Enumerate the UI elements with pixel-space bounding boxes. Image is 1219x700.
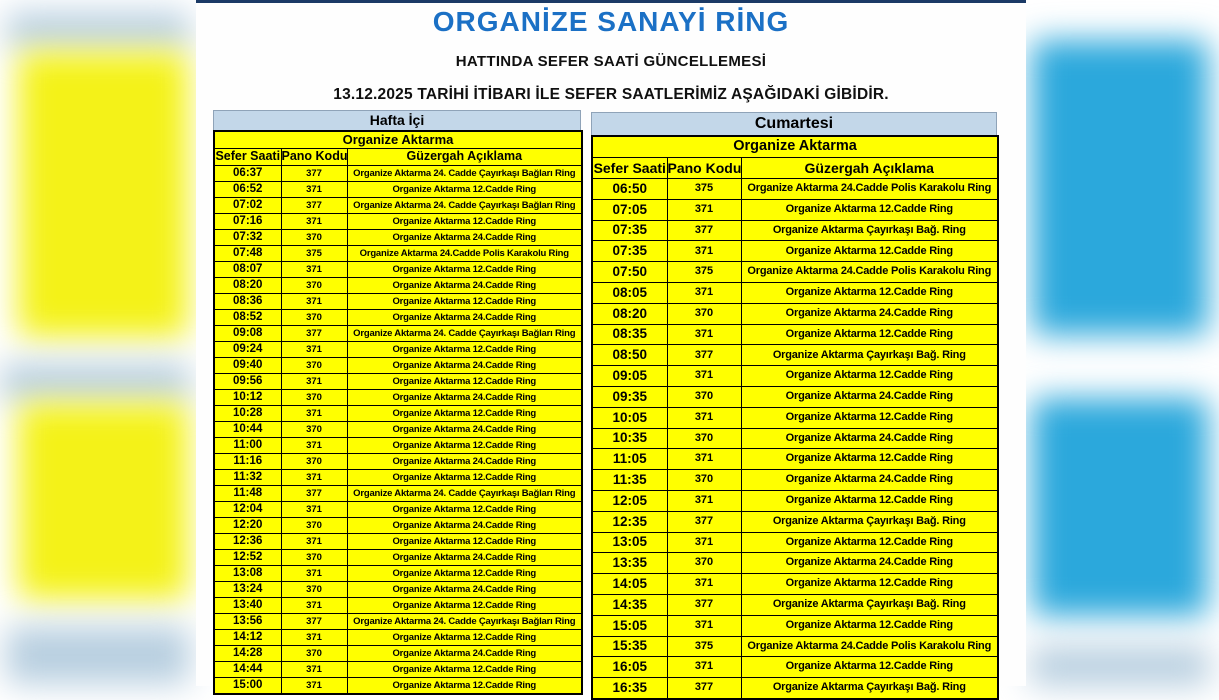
saturday-table-title: Cumartesi xyxy=(591,112,997,135)
departure-time-cell: 08:50 xyxy=(592,345,667,366)
route-description-cell: Organize Aktarma 24.Cadde Ring xyxy=(347,646,582,662)
panel-code-cell: 371 xyxy=(281,678,347,695)
table-row xyxy=(592,678,998,699)
panel-code-cell: 371 xyxy=(281,262,347,278)
route-description-cell: Organize Aktarma 12.Cadde Ring xyxy=(347,470,582,486)
route-description-cell: Organize Aktarma Çayırkaşı Bağ. Ring xyxy=(741,678,998,699)
departure-time-cell: 11:16 xyxy=(214,454,281,470)
departure-time-cell: 10:44 xyxy=(214,422,281,438)
table-row xyxy=(214,198,582,214)
col-header-route-description: Güzergah Açıklama xyxy=(347,149,582,166)
table-row xyxy=(592,470,998,491)
table-row xyxy=(214,630,582,646)
panel-code-cell: 371 xyxy=(281,630,347,646)
background-blur-band xyxy=(0,363,190,401)
background-blur-table xyxy=(1032,40,1208,335)
table-row xyxy=(214,278,582,294)
background-blur-table xyxy=(18,403,188,599)
panel-code-cell: 371 xyxy=(281,342,347,358)
route-description-cell: Organize Aktarma 24.Cadde Polis Karakolu Ring xyxy=(741,179,998,200)
table-row xyxy=(214,582,582,598)
background-blur-table xyxy=(18,52,188,337)
col-header-route-description: Güzergah Açıklama xyxy=(741,158,998,179)
route-description-cell: Organize Aktarma 12.Cadde Ring xyxy=(347,566,582,582)
table-row xyxy=(214,614,582,630)
column-header-row xyxy=(592,158,998,179)
route-description-cell: Organize Aktarma 12.Cadde Ring xyxy=(741,490,998,511)
table-row xyxy=(592,511,998,532)
route-description-cell: Organize Aktarma 12.Cadde Ring xyxy=(347,438,582,454)
table-row xyxy=(214,470,582,486)
route-description-cell: Organize Aktarma 12.Cadde Ring xyxy=(347,534,582,550)
background-blur-table xyxy=(1032,398,1208,616)
route-description-cell: Organize Aktarma 12.Cadde Ring xyxy=(741,282,998,303)
panel-code-cell: 371 xyxy=(281,182,347,198)
departure-time-cell: 10:28 xyxy=(214,406,281,422)
table-row xyxy=(592,262,998,283)
departure-time-cell: 11:48 xyxy=(214,486,281,502)
table-row xyxy=(214,550,582,566)
route-description-cell: Organize Aktarma 12.Cadde Ring xyxy=(347,678,582,695)
departure-time-cell: 09:56 xyxy=(214,374,281,390)
panel-code-cell: 371 xyxy=(281,374,347,390)
route-description-cell: Organize Aktarma 12.Cadde Ring xyxy=(741,532,998,553)
table-row xyxy=(214,294,582,310)
departure-time-cell: 09:05 xyxy=(592,366,667,387)
route-description-cell: Organize Aktarma 24.Cadde Ring xyxy=(347,358,582,374)
page-title: ORGANİZE SANAYİ RİNG xyxy=(432,6,790,37)
departure-time-cell: 14:12 xyxy=(214,630,281,646)
table-row xyxy=(214,662,582,678)
departure-time-cell: 07:02 xyxy=(214,198,281,214)
panel-code-cell: 377 xyxy=(667,594,741,615)
departure-time-cell: 07:35 xyxy=(592,220,667,241)
departure-time-cell: 07:32 xyxy=(214,230,281,246)
panel-code-cell: 371 xyxy=(281,406,347,422)
table-row xyxy=(214,502,582,518)
route-description-cell: Organize Aktarma 12.Cadde Ring xyxy=(347,374,582,390)
route-description-cell: Organize Aktarma 12.Cadde Ring xyxy=(741,449,998,470)
table-row xyxy=(592,574,998,595)
departure-time-cell: 11:35 xyxy=(592,470,667,491)
departure-time-cell: 11:05 xyxy=(592,449,667,470)
panel-code-cell: 371 xyxy=(667,615,741,636)
panel-code-cell: 375 xyxy=(281,246,347,262)
route-description-cell: Organize Aktarma 12.Cadde Ring xyxy=(347,342,582,358)
route-description-cell: Organize Aktarma 12.Cadde Ring xyxy=(347,502,582,518)
departure-time-cell: 07:16 xyxy=(214,214,281,230)
departure-time-cell: 13:08 xyxy=(214,566,281,582)
route-description-cell: Organize Aktarma 12.Cadde Ring xyxy=(741,615,998,636)
table-row xyxy=(214,518,582,534)
route-description-cell: Organize Aktarma 24.Cadde Ring xyxy=(347,454,582,470)
panel-code-cell: 375 xyxy=(667,636,741,657)
table-row xyxy=(592,657,998,678)
table-row xyxy=(214,262,582,278)
departure-time-cell: 13:35 xyxy=(592,553,667,574)
route-description-cell: Organize Aktarma 24. Cadde Çayırkaşı Bağları Ring xyxy=(347,166,582,182)
table-row xyxy=(214,358,582,374)
table-row xyxy=(592,636,998,657)
table-row xyxy=(592,199,998,220)
panel-code-cell: 377 xyxy=(667,220,741,241)
panel-code-cell: 377 xyxy=(281,614,347,630)
route-description-cell: Organize Aktarma 12.Cadde Ring xyxy=(347,294,582,310)
route-description-cell: Organize Aktarma 12.Cadde Ring xyxy=(347,406,582,422)
route-description-cell: Organize Aktarma 12.Cadde Ring xyxy=(741,324,998,345)
panel-code-cell: 370 xyxy=(281,422,347,438)
col-header-departure-time: Sefer Saati xyxy=(592,158,667,179)
panel-code-cell: 375 xyxy=(667,179,741,200)
panel-code-cell: 370 xyxy=(281,278,347,294)
route-description-cell: Organize Aktarma Çayırkaşı Bağ. Ring xyxy=(741,345,998,366)
departure-time-cell: 08:07 xyxy=(214,262,281,278)
table-row xyxy=(214,246,582,262)
panel-code-cell: 370 xyxy=(281,454,347,470)
departure-time-cell: 10:35 xyxy=(592,428,667,449)
table-row xyxy=(592,220,998,241)
route-description-cell: Organize Aktarma 24.Cadde Ring xyxy=(347,582,582,598)
panel-code-cell: 377 xyxy=(281,486,347,502)
table-row xyxy=(214,230,582,246)
table-row xyxy=(592,532,998,553)
table-row xyxy=(214,342,582,358)
table-row xyxy=(214,534,582,550)
departure-time-cell: 09:40 xyxy=(214,358,281,374)
departure-time-cell: 09:35 xyxy=(592,386,667,407)
table-row xyxy=(592,366,998,387)
transfer-hub-label: Organize Aktarma xyxy=(592,136,998,158)
departure-time-cell: 12:35 xyxy=(592,511,667,532)
panel-code-cell: 375 xyxy=(667,262,741,283)
table-row xyxy=(214,214,582,230)
panel-code-cell: 371 xyxy=(281,438,347,454)
departure-time-cell: 09:24 xyxy=(214,342,281,358)
table-row xyxy=(592,428,998,449)
panel-code-cell: 371 xyxy=(667,532,741,553)
departure-time-cell: 08:20 xyxy=(214,278,281,294)
table-row xyxy=(214,678,582,695)
panel-code-cell: 371 xyxy=(667,282,741,303)
panel-code-cell: 371 xyxy=(281,534,347,550)
route-description-cell: Organize Aktarma 24.Cadde Polis Karakolu Ring xyxy=(741,262,998,283)
panel-code-cell: 370 xyxy=(667,553,741,574)
table-row xyxy=(214,406,582,422)
departure-time-cell: 14:44 xyxy=(214,662,281,678)
panel-code-cell: 371 xyxy=(281,598,347,614)
panel-code-cell: 370 xyxy=(281,390,347,406)
route-description-cell: Organize Aktarma 12.Cadde Ring xyxy=(741,407,998,428)
route-description-cell: Organize Aktarma 12.Cadde Ring xyxy=(741,241,998,262)
panel-code-cell: 370 xyxy=(667,303,741,324)
effective-date-line: 13.12.2025 TARİHİ İTİBARI İLE SEFER SAATLERİMİZ AŞAĞIDAKİ GİBİDİR. xyxy=(333,86,889,103)
departure-time-cell: 12:52 xyxy=(214,550,281,566)
table-row xyxy=(214,182,582,198)
route-description-cell: Organize Aktarma 24.Cadde Ring xyxy=(741,386,998,407)
route-description-cell: Organize Aktarma 12.Cadde Ring xyxy=(347,182,582,198)
departure-time-cell: 11:32 xyxy=(214,470,281,486)
route-description-cell: Organize Aktarma 12.Cadde Ring xyxy=(347,662,582,678)
departure-time-cell: 16:35 xyxy=(592,678,667,699)
panel-code-cell: 370 xyxy=(281,310,347,326)
departure-time-cell: 14:28 xyxy=(214,646,281,662)
departure-time-cell: 06:50 xyxy=(592,179,667,200)
panel-code-cell: 371 xyxy=(281,502,347,518)
saturday-schedule xyxy=(591,112,997,700)
route-description-cell: Organize Aktarma 24. Cadde Çayırkaşı Bağları Ring xyxy=(347,198,582,214)
panel-code-cell: 371 xyxy=(667,199,741,220)
departure-time-cell: 12:20 xyxy=(214,518,281,534)
top-divider xyxy=(196,0,1026,3)
route-description-cell: Organize Aktarma 24.Cadde Ring xyxy=(741,553,998,574)
departure-time-cell: 11:00 xyxy=(214,438,281,454)
table-row xyxy=(592,345,998,366)
page-subtitle: HATTINDA SEFER SAATİ GÜNCELLEMESİ xyxy=(455,53,767,70)
table-row xyxy=(214,310,582,326)
table-row xyxy=(592,407,998,428)
panel-code-cell: 377 xyxy=(281,166,347,182)
table-row xyxy=(214,438,582,454)
panel-code-cell: 377 xyxy=(667,678,741,699)
departure-time-cell: 13:24 xyxy=(214,582,281,598)
departure-time-cell: 08:36 xyxy=(214,294,281,310)
panel-code-cell: 370 xyxy=(281,230,347,246)
panel-code-cell: 370 xyxy=(667,386,741,407)
route-description-cell: Organize Aktarma 24.Cadde Ring xyxy=(347,518,582,534)
panel-code-cell: 377 xyxy=(667,345,741,366)
col-header-panel-code: Pano Kodu xyxy=(667,158,741,179)
table-row xyxy=(592,594,998,615)
table-row xyxy=(214,326,582,342)
panel-code-cell: 377 xyxy=(281,198,347,214)
departure-time-cell: 07:50 xyxy=(592,262,667,283)
departure-time-cell: 09:08 xyxy=(214,326,281,342)
panel-code-cell: 370 xyxy=(281,518,347,534)
route-description-cell: Organize Aktarma 24.Cadde Ring xyxy=(347,278,582,294)
route-description-cell: Organize Aktarma Çayırkaşı Bağ. Ring xyxy=(741,594,998,615)
panel-code-cell: 371 xyxy=(667,490,741,511)
table-row xyxy=(592,282,998,303)
table-row xyxy=(592,179,998,200)
route-description-cell: Organize Aktarma 12.Cadde Ring xyxy=(347,630,582,646)
route-description-cell: Organize Aktarma 24.Cadde Ring xyxy=(741,428,998,449)
panel-code-cell: 371 xyxy=(667,324,741,345)
table-row xyxy=(592,553,998,574)
panel-code-cell: 370 xyxy=(281,646,347,662)
table-row xyxy=(592,490,998,511)
panel-code-cell: 370 xyxy=(667,428,741,449)
table-row xyxy=(592,449,998,470)
panel-code-cell: 370 xyxy=(667,470,741,491)
table-row xyxy=(214,166,582,182)
route-description-cell: Organize Aktarma 12.Cadde Ring xyxy=(741,657,998,678)
route-description-cell: Organize Aktarma 24.Cadde Ring xyxy=(347,310,582,326)
departure-time-cell: 14:05 xyxy=(592,574,667,595)
table-row xyxy=(214,486,582,502)
panel-code-cell: 371 xyxy=(281,566,347,582)
panel-code-cell: 370 xyxy=(281,358,347,374)
column-header-row xyxy=(214,149,582,166)
panel-code-cell: 371 xyxy=(667,241,741,262)
departure-time-cell: 08:35 xyxy=(592,324,667,345)
route-description-cell: Organize Aktarma 12.Cadde Ring xyxy=(741,574,998,595)
table-row xyxy=(592,324,998,345)
route-description-cell: Organize Aktarma 24. Cadde Çayırkaşı Bağları Ring xyxy=(347,486,582,502)
col-header-panel-code: Pano Kodu xyxy=(281,149,347,166)
route-description-cell: Organize Aktarma 24. Cadde Çayırkaşı Bağları Ring xyxy=(347,326,582,342)
panel-code-cell: 371 xyxy=(667,449,741,470)
table-row xyxy=(592,386,998,407)
route-description-cell: Organize Aktarma 24.Cadde Ring xyxy=(347,390,582,406)
departure-time-cell: 16:05 xyxy=(592,657,667,678)
panel-code-cell: 377 xyxy=(281,326,347,342)
route-description-cell: Organize Aktarma 12.Cadde Ring xyxy=(741,366,998,387)
route-description-cell: Organize Aktarma 24.Cadde Polis Karakolu Ring xyxy=(347,246,582,262)
route-description-cell: Organize Aktarma 12.Cadde Ring xyxy=(347,262,582,278)
route-description-cell: Organize Aktarma 24.Cadde Polis Karakolu Ring xyxy=(741,636,998,657)
table-subtitle-row xyxy=(214,131,582,149)
departure-time-cell: 08:05 xyxy=(592,282,667,303)
departure-time-cell: 08:20 xyxy=(592,303,667,324)
panel-code-cell: 371 xyxy=(667,657,741,678)
panel-code-cell: 371 xyxy=(281,662,347,678)
departure-time-cell: 07:48 xyxy=(214,246,281,262)
panel-code-cell: 370 xyxy=(281,550,347,566)
panel-code-cell: 371 xyxy=(281,214,347,230)
departure-time-cell: 10:12 xyxy=(214,390,281,406)
route-description-cell: Organize Aktarma 12.Cadde Ring xyxy=(347,214,582,230)
weekday-table xyxy=(213,130,583,695)
table-subtitle-row xyxy=(592,136,998,158)
panel-code-cell: 371 xyxy=(667,366,741,387)
departure-time-cell: 13:05 xyxy=(592,532,667,553)
departure-time-cell: 10:05 xyxy=(592,407,667,428)
table-row xyxy=(214,566,582,582)
weekday-schedule xyxy=(213,110,581,695)
panel-code-cell: 377 xyxy=(667,511,741,532)
departure-time-cell: 12:04 xyxy=(214,502,281,518)
table-row xyxy=(592,615,998,636)
departure-time-cell: 07:35 xyxy=(592,241,667,262)
departure-time-cell: 06:37 xyxy=(214,166,281,182)
table-row xyxy=(214,374,582,390)
departure-time-cell: 13:56 xyxy=(214,614,281,630)
table-row xyxy=(214,390,582,406)
panel-code-cell: 371 xyxy=(281,470,347,486)
background-blur-band xyxy=(6,12,190,48)
background-blur-band xyxy=(6,626,190,684)
table-row xyxy=(214,422,582,438)
departure-time-cell: 15:00 xyxy=(214,678,281,695)
panel-code-cell: 371 xyxy=(667,574,741,595)
route-description-cell: Organize Aktarma Çayırkaşı Bağ. Ring xyxy=(741,511,998,532)
route-description-cell: Organize Aktarma 12.Cadde Ring xyxy=(741,199,998,220)
departure-time-cell: 08:52 xyxy=(214,310,281,326)
departure-time-cell: 12:36 xyxy=(214,534,281,550)
table-row xyxy=(592,241,998,262)
route-description-cell: Organize Aktarma 24.Cadde Ring xyxy=(347,422,582,438)
table-row xyxy=(214,454,582,470)
departure-time-cell: 14:35 xyxy=(592,594,667,615)
departure-time-cell: 13:40 xyxy=(214,598,281,614)
background-blur-band xyxy=(1030,646,1210,686)
route-description-cell: Organize Aktarma Çayırkaşı Bağ. Ring xyxy=(741,220,998,241)
route-description-cell: Organize Aktarma 24. Cadde Çayırkaşı Bağları Ring xyxy=(347,614,582,630)
departure-time-cell: 06:52 xyxy=(214,182,281,198)
saturday-table xyxy=(591,135,999,700)
content-panel xyxy=(196,0,1026,695)
table-row xyxy=(214,646,582,662)
departure-time-cell: 15:05 xyxy=(592,615,667,636)
panel-code-cell: 371 xyxy=(667,407,741,428)
route-description-cell: Organize Aktarma 24.Cadde Ring xyxy=(741,470,998,491)
departure-time-cell: 15:35 xyxy=(592,636,667,657)
route-description-cell: Organize Aktarma 24.Cadde Ring xyxy=(741,303,998,324)
route-description-cell: Organize Aktarma 12.Cadde Ring xyxy=(347,598,582,614)
weekday-table-title: Hafta İçi xyxy=(213,110,581,130)
col-header-departure-time: Sefer Saati xyxy=(214,149,281,166)
route-description-cell: Organize Aktarma 24.Cadde Ring xyxy=(347,550,582,566)
panel-code-cell: 370 xyxy=(281,582,347,598)
departure-time-cell: 12:05 xyxy=(592,490,667,511)
table-row xyxy=(214,598,582,614)
panel-code-cell: 371 xyxy=(281,294,347,310)
transfer-hub-label: Organize Aktarma xyxy=(214,131,582,149)
table-row xyxy=(592,303,998,324)
departure-time-cell: 07:05 xyxy=(592,199,667,220)
route-description-cell: Organize Aktarma 24.Cadde Ring xyxy=(347,230,582,246)
